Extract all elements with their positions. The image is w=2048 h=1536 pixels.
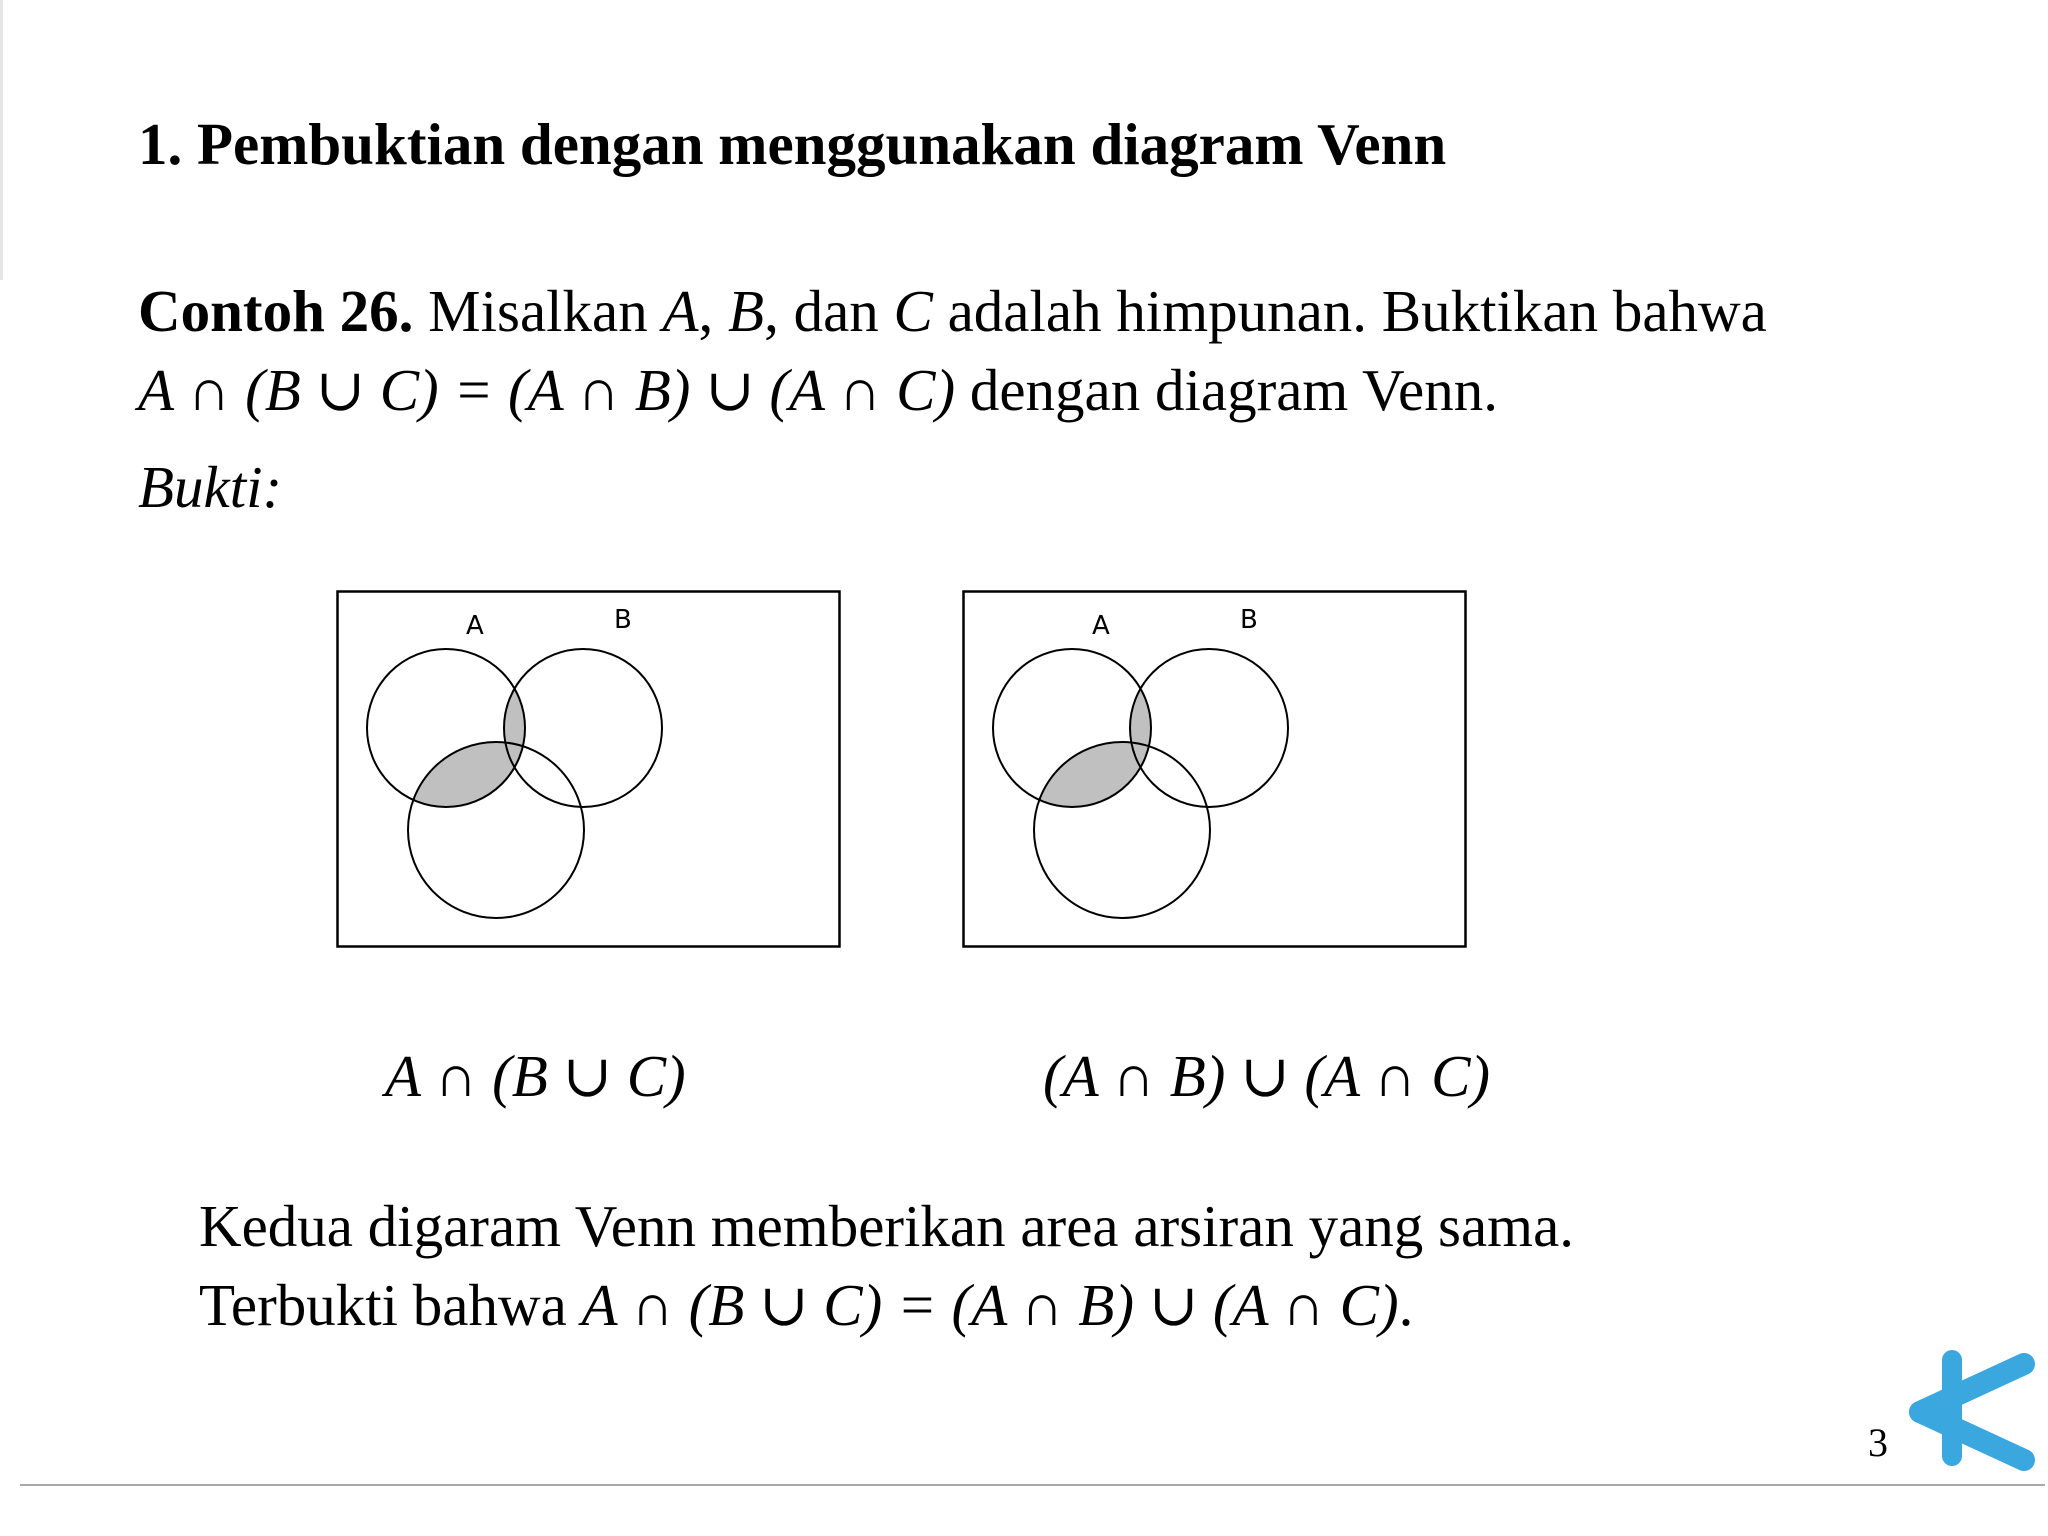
conclusion-prefix: Terbukti bahwa: [199, 1272, 582, 1338]
var-a: A: [662, 278, 699, 344]
example-label: Contoh 26.: [138, 278, 414, 344]
var-b: B: [728, 278, 765, 344]
diagram-caption-right: (A ∩ B) ∪ (A ∩ C): [1043, 1043, 1491, 1109]
conclusion-line-2: [199, 1265, 1413, 1345]
venn-diagram-left: [336, 590, 841, 948]
example-statement-line-2: [138, 350, 1498, 430]
example-tail: dengan diagram Venn.: [955, 357, 1498, 423]
conclusion-equation: A ∩ (B ∪ C) = (A ∩ B) ∪ (A ∩ C): [581, 1272, 1399, 1338]
example-text-2: , dan: [764, 278, 894, 344]
section-heading: 1. Pembuktian dengan menggunakan diagram Venn: [138, 111, 1447, 177]
example-statement-line-1: [138, 271, 1767, 351]
example-equation: A ∩ (B ∪ C) = (A ∩ B) ∪ (A ∩ C): [138, 357, 956, 423]
universal-set-box: [964, 592, 1466, 947]
label-a: A: [1092, 611, 1110, 641]
chevron-left-logo-icon: [1900, 1340, 2040, 1476]
universal-set-box: [338, 592, 840, 947]
venn-diagram-right: [962, 590, 1467, 948]
example-text-1: Misalkan: [413, 278, 663, 344]
page-number: 3: [1868, 1420, 1888, 1465]
label-b: B: [614, 605, 632, 635]
proof-label: Bukti:: [138, 454, 283, 520]
label-b: B: [1240, 605, 1258, 635]
example-text-3: adalah himpunan. Buktikan bahwa: [932, 278, 1767, 344]
conclusion-suffix: .: [1398, 1272, 1414, 1338]
footer-divider: [20, 1484, 2045, 1486]
label-a: A: [466, 611, 484, 641]
diagram-caption-left: A ∩ (B ∪ C): [385, 1043, 686, 1109]
left-edge-bar: [0, 0, 3, 280]
conclusion-line-1: Kedua digaram Venn memberikan area arsiran yang sama.: [199, 1193, 1575, 1259]
var-c: C: [893, 278, 933, 344]
example-comma: ,: [698, 278, 729, 344]
